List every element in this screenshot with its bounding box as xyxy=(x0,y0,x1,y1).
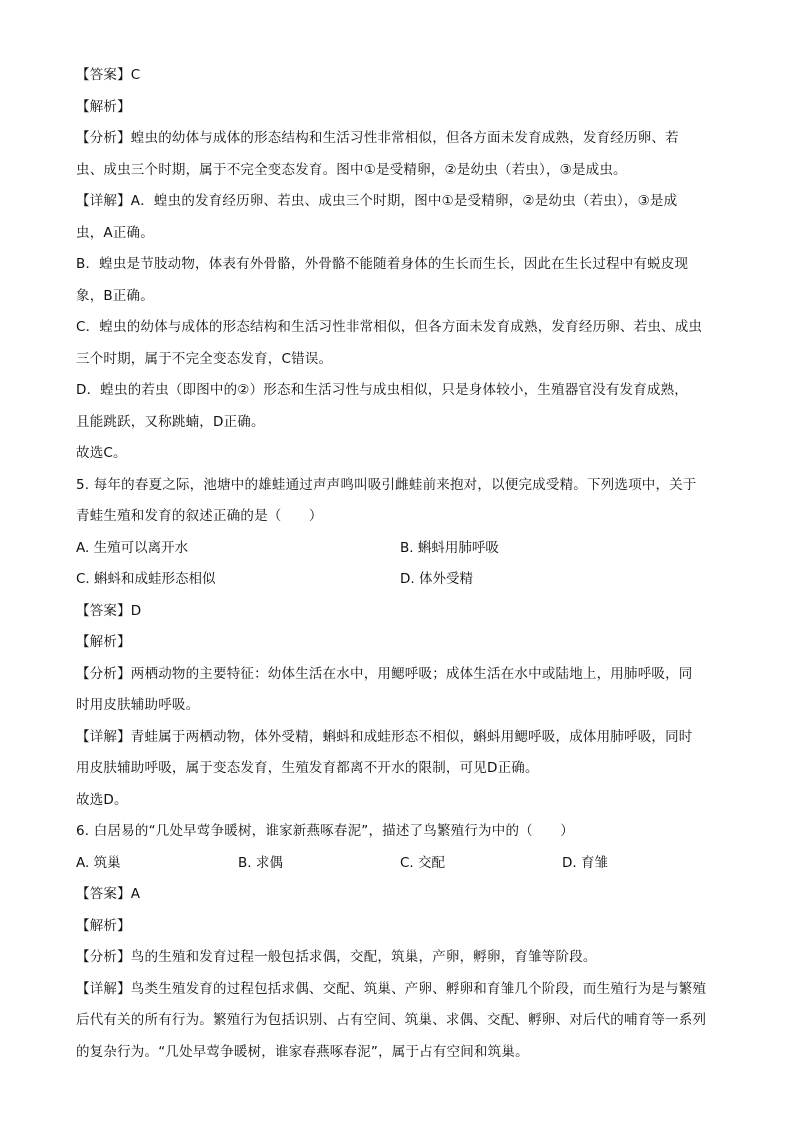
q5-option-b: B. 蝌蚪用肺呼吸 xyxy=(400,539,499,556)
q5-options-row xyxy=(76,533,724,565)
q5-line: 故选D。 xyxy=(76,791,128,808)
q5-line: 【分析】两栖动物的主要特征：幼体生活在水中，用鳃呼吸；成体生活在水中或陆地上，用肺呼吸，同 xyxy=(76,665,693,682)
q6-option-a: A. 筑巢 xyxy=(76,854,121,871)
q5-line: 用皮肤辅助呼吸，属于变态发育，生殖发育都离不开水的限制，可见D正确。 xyxy=(76,760,539,776)
q4-line: 【详解】A．蝗虫的发育经历卵、若虫、成虫三个时期，图中①是受精卵，②是幼虫（若虫），③是成 xyxy=(76,193,678,209)
q5-option-d: D. 体外受精 xyxy=(400,571,473,587)
q4-line: B．蝗虫是节肢动物，体表有外骨骼，外骨骼不能随着身体的生长而生长，因此在生长过程中有蜕皮现 xyxy=(76,256,689,272)
q5-line: 时用皮肤辅助呼吸。 xyxy=(76,697,200,713)
q5-analysis-label: 【解析】 xyxy=(76,634,131,650)
q6-line: 【详解】鸟类生殖发育的过程包括求偶、交配、筑巢、产卵、孵卵和育雏几个阶段，而生殖行为是与繁殖 xyxy=(76,980,707,997)
q6-option-b: B. 求偶 xyxy=(238,854,283,871)
q5-answer: 【答案】D xyxy=(76,602,142,619)
q4-line: 且能跳跃，又称跳蝻，D正确。 xyxy=(76,413,265,430)
q5-stem: 5. 每年的春夏之际，池塘中的雄蛙通过声声鸣叫吸引雌蛙前来抱对，以便完成受精。下列选项中，关于 xyxy=(76,476,697,493)
q5-options-row xyxy=(76,564,724,596)
q6-stem: 6. 白居易的“几处早莺争暖树，谁家新燕啄春泥”，描述了鸟繁殖行为中的（ ） xyxy=(76,823,574,839)
q6-options-row xyxy=(76,848,724,880)
q4-line: 虫，A正确。 xyxy=(76,224,154,241)
q5-option-a: A. 生殖可以离开水 xyxy=(76,539,189,556)
q4-line: 虫、成虫三个时期，属于不完全变态发育。图中①是受精卵，②是幼虫（若虫），③是成虫。 xyxy=(76,161,627,178)
q6-answer: 【答案】A xyxy=(76,886,141,902)
q6-option-c: C. 交配 xyxy=(400,854,446,871)
q6-option-d: D. 育雏 xyxy=(562,854,608,871)
q6-analysis-label: 【解析】 xyxy=(76,917,131,934)
q5-stem: 青蛙生殖和发育的叙述正确的是（ ） xyxy=(76,508,323,524)
q6-line: 【分析】鸟的生殖和发育过程一般包括求偶，交配，筑巢，产卵，孵卵，育雏等阶段。 xyxy=(76,949,597,965)
q4-line: 故选C。 xyxy=(76,445,127,461)
q5-option-c: C. 蝌蚪和成蛙形态相似 xyxy=(76,571,216,587)
q4-line: 三个时期，属于不完全变态发育，C错误。 xyxy=(76,350,333,367)
q4-line: C．蝗虫的幼体与成体的形态结构和生活习性非常相似，但各方面未发育成熟，发育经历卵、若虫、成虫 xyxy=(76,319,703,335)
q6-line: 后代有关的所有行为。繁殖行为包括识别、占有空间、筑巢、求偶、交配、孵卵、对后代的哺育等一系列 xyxy=(76,1012,707,1028)
q4-answer: 【答案】C xyxy=(76,67,141,83)
document-page xyxy=(76,60,724,1068)
q4-line: 【分析】蝗虫的幼体与成体的形态结构和生活习性非常相似，但各方面未发育成熟，发育经历卵、若 xyxy=(76,130,679,146)
q6-line: 的复杂行为。“几处早莺争暖树，谁家春燕啄春泥”，属于占有空间和筑巢。 xyxy=(76,1043,529,1060)
q4-line: D．蝗虫的若虫（即图中的②）形态和生活习性与成虫相似，只是身体较小，生殖器官没有发育成熟， xyxy=(76,382,688,398)
q5-line: 【详解】青蛙属于两栖动物，体外受精，蝌蚪和成蛙形态不相似，蝌蚪用鳃呼吸，成体用肺呼吸，同时 xyxy=(76,728,693,745)
q4-line: 象，B正确。 xyxy=(76,287,154,304)
q4-analysis-label: 【解析】 xyxy=(76,98,131,115)
